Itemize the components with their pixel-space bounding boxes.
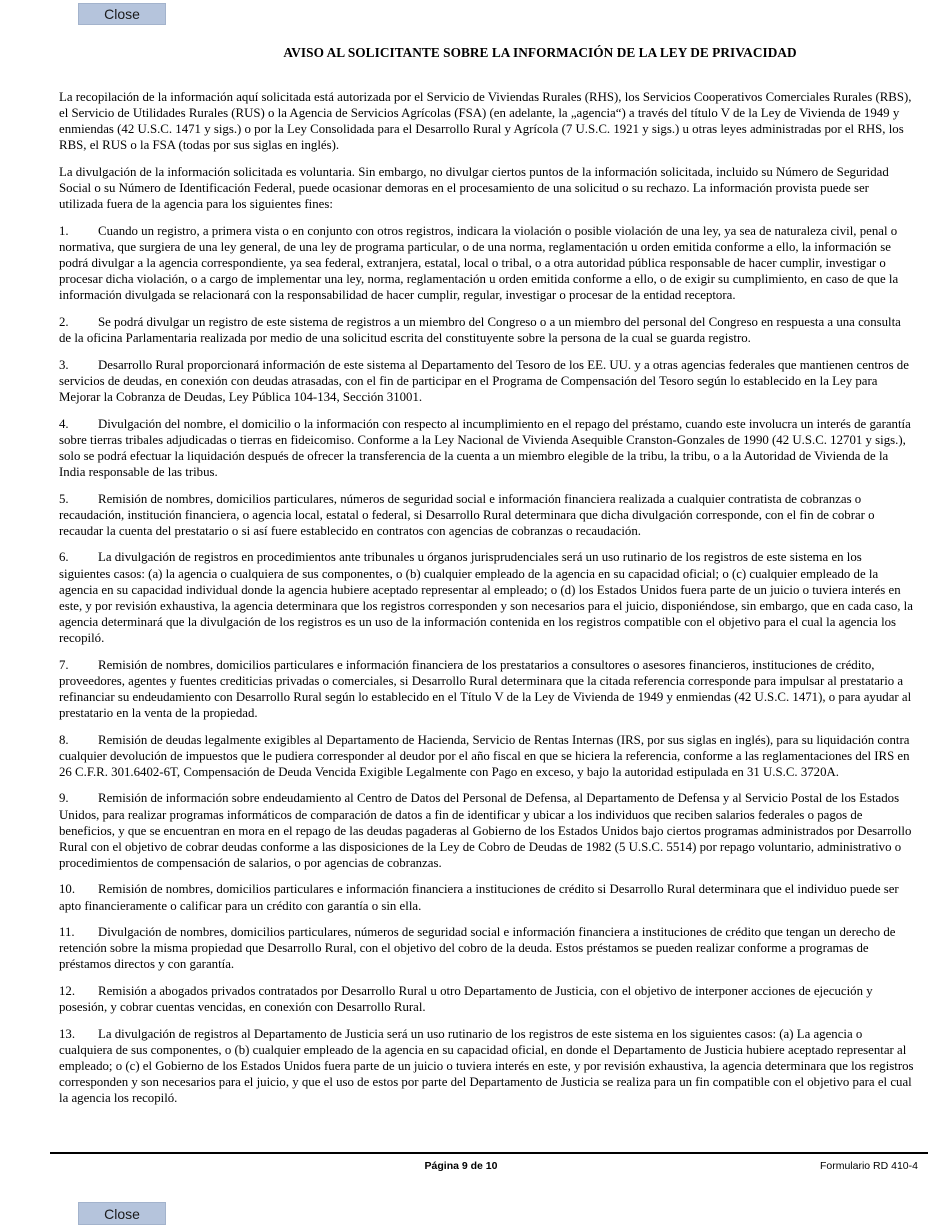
item-text: Remisión de nombres, domicilios particulares, números de seguridad social e información financiera realizada a cualquier contratista de cobranzas o recaudación, institución financiera, o agencia local, estatal o federal, si Desarrollo Rural determinara que dicha divulgación corresponde, con el fin de cobrar o recaudar la cuenta del prestatario o si así fuere establecido en contratos con agencias de cobranzas o recaudación.: [59, 491, 875, 538]
item-text: Remisión de nombres, domicilios particulares e información financiera a instituciones de crédito si Desarrollo Rural determinara que el individuo puede ser apto financieramente o calificar para un crédito con garantía o sin ella.: [59, 882, 899, 913]
list-item: [59, 924, 915, 972]
item-number: 8.: [59, 732, 69, 747]
item-text: Cuando un registro, a primera vista o en conjunto con otros registros, indicara la violación o posible violación de una ley, ya sea de naturaleza civil, penal o normativa, que surgiera de una ley general, de una ley de programa particular, o de una norma, reglamentación u orden emitida conforme a ello, la información se podrá divulgar a la agencia correspondiente, ya sea federal, extranjera, estatal, local o tribal, o a otra autoridad pública responsable de hacer cumplir, investigar o procesar dicha violación, o a cargo de implementar una ley, norma, reglamentación u orden emitida conforme a ello, o de exigir su cumplimiento, en caso de que la información divulgada se relacionará con la responsabilidad de hacer cumplir, regular, investigar o procesar de la entidad receptora.: [59, 223, 899, 303]
list-item: [59, 314, 915, 346]
item-text: Remisión de nombres, domicilios particulares e información financiera de los prestatarios a consultores o asesores financieros, instituciones de crédito, proveedores, agentes y fuentes crediticias privadas o comerciales, si Desarrollo Rural determinara que la citada referencia corresponde para impulsar al prestatario a refinanciar su endeudamiento con Desarrollo Rural según lo establecido en el Título V de la Ley de Vivienda de 1949 y enmiendas (42 U.S.C. 1471), o para ayudar al prestatario en la venta de la propiedad.: [59, 657, 912, 720]
list-item: [59, 657, 915, 721]
form-identifier: Formulario RD 410-4: [819, 1160, 918, 1172]
list-item: [59, 223, 915, 303]
list-item: [59, 881, 915, 913]
page-number: Página 9 de 10: [424, 1160, 498, 1172]
close-button[interactable]: Close: [78, 1202, 166, 1225]
list-item: [59, 416, 915, 480]
intro-paragraph: La divulgación de la información solicitada es voluntaria. Sin embargo, no divulgar ciertos puntos de la información solicitada, incluido su Número de Seguridad Social o su Número de Identificación Federal, puede ocasionar demoras en el procesamiento de una solicitud o su rechazo. La información provista puede ser utilizada fuera de la agencia para los siguientes fines:: [59, 164, 889, 212]
item-number: 1.: [59, 223, 69, 238]
item-number: 10.: [59, 882, 76, 897]
item-text: Remisión a abogados privados contratados por Desarrollo Rural u otro Departamento de Justicia, con el objetivo de interponer acciones de ejecución y posesión, y cobrar cuentas vencidas, en conexión con Desarrollo Rural.: [59, 984, 873, 1015]
intro-paragraph: La recopilación de la información aquí solicitada está autorizada por el Servicio de Viviendas Rurales (RHS), los Servicios Cooperativos Comerciales Rurales (RBS), el Servicio de Utilidades Rurales (RUS) o la Agencia de Servicios Agrícolas (FSA) (en adelante, la „agencia“) a través del título V de la Ley de Vivienda de 1949 y enmiendas (42 U.S.C. 1471 y sigs.) o por la Ley Consolidada para el Desarrollo Rural y Agrícola (7 U.S.C. 1921 y sigs.) u otras leyes administradas por el RHS, los RBS, el RUS o la FSA (todas por sus siglas en inglés).: [59, 90, 912, 153]
item-number: 3.: [59, 357, 69, 372]
item-number: 11.: [59, 925, 75, 940]
page-title: AVISO AL SOLICITANTE SOBRE LA INFORMACIÓN DE LA LEY DE PRIVACIDAD: [283, 45, 797, 60]
item-text: Remisión de información sobre endeudamiento al Centro de Datos del Personal de Defensa, al Departamento de Defensa y al Servicio Postal de los Estados Unidos, para realizar programas informáticos de comparación de datos a fin de identificar y ubicar a los individuos que reciben salarios federales o pagos de beneficios, y que se encuentran en mora en el repago de las deudas pagaderas al Gobierno de los Estados Unidos bajo ciertos programas administrados por Desarrollo Rural con el objetivo de cobrar deudas conforme a las disposiciones de la Ley de Cobro de Deudas de 1982 (5 U.S.C. 5514) por repago voluntario, administrativo o procedimientos de compensación de salarios, o por agencias de cobranzas.: [59, 791, 912, 870]
item-number: 6.: [59, 550, 69, 565]
list-item: [59, 790, 915, 870]
item-text: Divulgación del nombre, el domicilio o la información con respecto al incumplimiento en el repago del préstamo, cuando este involucra un interés de garantía sobre tierras tribales adjudicadas o tierras en fideicomiso. Conforme a la Ley Nacional de Vivienda Asequible Cranston-Gonzales de 1990 (42 U.S.C. 12701 y sigs.), solo se podrá efectuar la liquidación después de ofrecer la transferencia de la cuenta a un miembro elegible de la tribu, la tribu, o a la Autoridad de Vivienda de la India responsable de las tribus.: [59, 416, 911, 479]
item-text: Se podrá divulgar un registro de este sistema de registros a un miembro del Congreso o a un miembro del personal del Congreso en respuesta a una consulta de la oficina Parlamentaria realizada por medio de una solicitud escrita del constituyente sobre la persona de la cual se guarda registro.: [59, 314, 901, 345]
list-item: [59, 1026, 915, 1106]
item-number: 7.: [59, 657, 69, 672]
list-item: [59, 357, 915, 405]
list-item: [59, 983, 915, 1015]
item-number: 2.: [59, 314, 69, 329]
item-number: 4.: [59, 416, 69, 431]
item-number: 5.: [59, 491, 69, 506]
item-text: Remisión de deudas legalmente exigibles al Departamento de Hacienda, Servicio de Rentas Internas (IRS, por sus siglas en inglés), para su liquidación contra cualquier devolución de impuestos que le pudiera corresponder al deudor por el año fiscal en que se hiciera la referencia, conforme a las reglamentaciones del IRS en 26 C.F.R. 301.6402-6T, Compensación de Deuda Vencida Exigible Legalmente con Pago en exceso, y bajo la autoridad estipulada en 31 U.S.C. 3720A.: [59, 732, 910, 779]
item-text: La divulgación de registros al Departamento de Justicia será un uso rutinario de los registros de este sistema en los siguientes casos: (a) La agencia o cualquiera de sus componentes, o (b) cualquier empleado de la agencia en su capacidad oficial, en donde el Departamento de Justicia hubiere aceptado representar al empleado; o (c) el Gobierno de los Estados Unidos fuera parte de un juicio o tuviera interés en este, y por revisión exhaustiva, la agencia determinara que los registros corresponden y son necesarios para el juicio, y que el uso de estos por parte del Departamento de Justicia se realiza para un fin compatible con el objetivo para el cual la agencia los recopiló.: [59, 1026, 914, 1106]
item-number: 9.: [59, 791, 69, 806]
item-text: Divulgación de nombres, domicilios particulares, números de seguridad social e información financiera a instituciones de crédito que tengan un derecho de retención sobre la misma propiedad que Desarrollo Rural, con el objetivo del cobro de la deuda. Estos préstamos se pueden realizar conforme a programas de préstamos directos y con garantía.: [59, 925, 896, 972]
item-number: 12.: [59, 984, 76, 999]
footer-divider: [50, 1152, 928, 1154]
item-number: 13.: [59, 1026, 76, 1041]
item-text: La divulgación de registros en procedimientos ante tribunales u órganos jurisprudenciales será un uso rutinario de los registros de este sistema en los siguientes casos: (a) la agencia o cualquiera de sus componentes, o (b) cualquier empleado de la agencia en su capacidad oficial; o (c) cualquier empleado de la agencia en su capacidad individual donde la agencia hubiere aceptado representar al empleado; o (d) los Estados Unidos fuera parte de un juicio o tuviera interés en este, y por revisión exhaustiva, la agencia determinara que los registros corresponden y son necesarios para el juicio, disponiéndose, sin embargo, que en cada caso, la agencia determinará que la divulgación de los registros es un uso de la información contenida en los registros compatible con el objetivo para el cual la agencia los recopiló.: [59, 550, 913, 645]
document-body: [59, 89, 915, 1117]
item-text: Desarrollo Rural proporcionará información de este sistema al Departamento del Tesoro de los EE. UU. y a otras agencias federales que mantienen centros de servicios de deudas, en conexión con deudas atrasadas, con el fin de participar en el Programa de Compensación del Tesoro según lo establecido en la Ley para Mejorar la Cobranza de Deudas, Ley Pública 104-134, Sección 31001.: [59, 357, 909, 404]
list-item: [59, 732, 915, 780]
list-item: [59, 549, 915, 646]
close-button[interactable]: Close: [78, 3, 166, 25]
page-footer: [0, 1160, 950, 1174]
list-item: [59, 491, 915, 539]
